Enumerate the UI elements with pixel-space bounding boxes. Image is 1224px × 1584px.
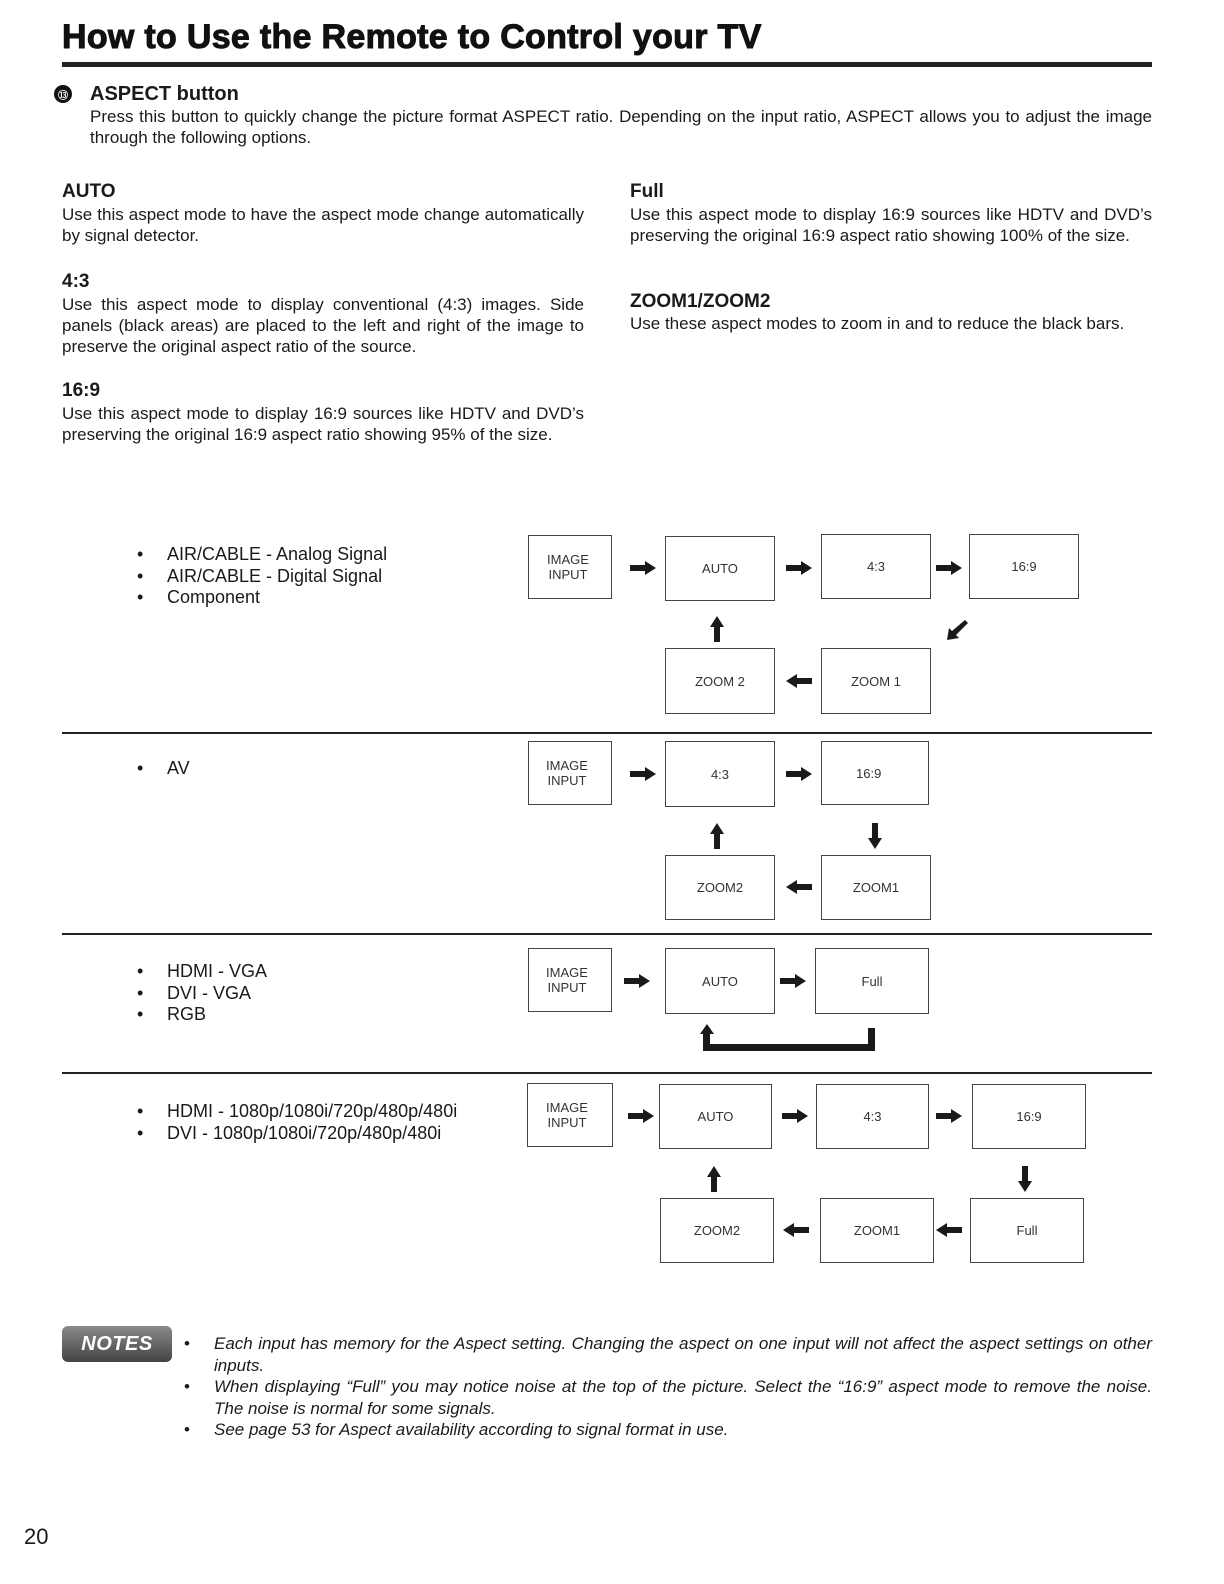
list-item: • AIR/CABLE - Analog Signal [137, 544, 388, 564]
arrow-down-icon [867, 823, 883, 849]
button-number-badge: ⑬ [54, 85, 72, 103]
flow1-zoom1-box: ZOOM 1 [821, 648, 931, 714]
list-item: • DVI - 1080p/1080i/720p/480p/480i [137, 1122, 442, 1143]
arrow-right-icon [630, 560, 656, 576]
arrow-right-icon [936, 1108, 962, 1124]
note-item: • See page 53 for Aspect availability according to signal format in use. [184, 1420, 729, 1439]
zoom-text: Use these aspect modes to zoom in and to reduce the black bars. [630, 314, 1125, 333]
aspect-intro: Press this button to quickly change the picture format ASPECT ratio. Depending on the input ratio, ASPECT allows you to adjust the image through the following options. [90, 107, 1152, 147]
sixteen-nine-text: Use this aspect mode to display 16:9 sources like HDTV and DVD’s preserving the original 16:9 aspect ratio showing 95% of the size. [62, 404, 584, 444]
title-rule [62, 62, 1152, 67]
arrow-up-icon [709, 616, 725, 642]
flow2-input-list [137, 758, 190, 780]
flow3-input-list [137, 961, 267, 1026]
flow2-16x9-box: 16:9 [821, 741, 929, 805]
arrow-right-icon [782, 1108, 808, 1124]
page-title: How to Use the Remote to Control your TV [62, 18, 762, 56]
arrow-right-icon [786, 766, 812, 782]
flow4-image-input-box: IMAGE INPUT [527, 1083, 613, 1147]
list-item: • HDMI - VGA [137, 961, 268, 981]
list-item: • Component [137, 587, 261, 607]
section-divider [62, 933, 1152, 935]
notes-badge: NOTES [62, 1326, 172, 1362]
arrow-right-icon [630, 766, 656, 782]
flow3-image-input-box: IMAGE INPUT [528, 948, 612, 1012]
flow4-4x3-box: 4:3 [816, 1084, 929, 1149]
auto-text: Use this aspect mode to have the aspect mode change automatically by signal detector. [62, 205, 584, 245]
list-item: • HDMI - 1080p/1080i/720p/480p/480i [137, 1101, 458, 1121]
flow4-input-list [137, 1101, 457, 1144]
sixteen-nine-heading: 16:9 [62, 380, 101, 401]
arrow-up-icon [709, 823, 725, 849]
flow4-zoom2-box: ZOOM2 [660, 1198, 774, 1263]
note-item: • When displaying “Full” you may notice noise at the top of the picture. Select the “16:9” aspect mode to remove the noise. The noise is normal for some signals. [184, 1377, 1152, 1418]
full-text: Use this aspect mode to display 16:9 sources like HDTV and DVD’s preserving the original 16:9 aspect ratio showing 100% of the size. [630, 205, 1152, 245]
list-item: • RGB [137, 1004, 207, 1024]
auto-heading: AUTO [62, 181, 116, 202]
zoom-heading: ZOOM1/ZOOM2 [630, 291, 771, 312]
flow2-4x3-box: 4:3 [665, 741, 775, 807]
flow4-zoom1-box: ZOOM1 [820, 1198, 934, 1263]
arrow-down-icon [1017, 1166, 1033, 1192]
four-three-heading: 4:3 [62, 271, 90, 292]
arrow-up-icon [706, 1166, 722, 1192]
list-item: • AIR/CABLE - Digital Signal [137, 565, 383, 586]
page-number: 20 [24, 1524, 49, 1549]
flow1-4x3-box: 4:3 [821, 534, 931, 599]
flow2-zoom1-box: ZOOM1 [821, 855, 931, 920]
flow1-auto-box: AUTO [665, 536, 775, 601]
arrow-right-icon [780, 973, 806, 989]
arrow-right-icon [628, 1108, 654, 1124]
flow3-full-box: Full [815, 948, 929, 1014]
flow2-image-input-box: IMAGE INPUT [528, 741, 612, 805]
arrow-right-icon [786, 560, 812, 576]
arrow-left-icon [783, 1222, 809, 1238]
four-three-text: Use this aspect mode to display conventional (4:3) images. Side panels (black areas) are placed to the left and right of the image to preserve the original aspect ratio of the source. [62, 295, 584, 356]
flow2-zoom2-box: ZOOM2 [665, 855, 775, 920]
flow4-16x9-box: 16:9 [972, 1084, 1086, 1149]
aspect-heading: ASPECT button [90, 83, 239, 105]
arrow-return-icon [700, 1024, 878, 1052]
flow1-image-input-box: IMAGE INPUT [528, 535, 612, 599]
section-divider [62, 1072, 1152, 1074]
arrow-right-icon [936, 560, 962, 576]
full-heading: Full [630, 181, 664, 202]
flow1-16x9-box: 16:9 [969, 534, 1079, 599]
flow4-full-box: Full [970, 1198, 1084, 1263]
flow4-auto-box: AUTO [659, 1084, 772, 1149]
arrow-down-left-icon [945, 618, 969, 642]
notes-list [184, 1333, 1152, 1441]
arrow-left-icon [936, 1222, 962, 1238]
arrow-left-icon [786, 673, 812, 689]
note-item: • Each input has memory for the Aspect setting. Changing the aspect on one input will not affect the aspect settings on other inputs. [184, 1334, 1152, 1375]
section-divider [62, 732, 1152, 734]
list-item: • AV [137, 758, 190, 778]
arrow-right-icon [624, 973, 650, 989]
list-item: • DVI - VGA [137, 982, 252, 1003]
flow3-auto-box: AUTO [665, 948, 775, 1014]
flow1-zoom2-box: ZOOM 2 [665, 648, 775, 714]
arrow-left-icon [786, 879, 812, 895]
flow1-input-list [137, 544, 387, 609]
